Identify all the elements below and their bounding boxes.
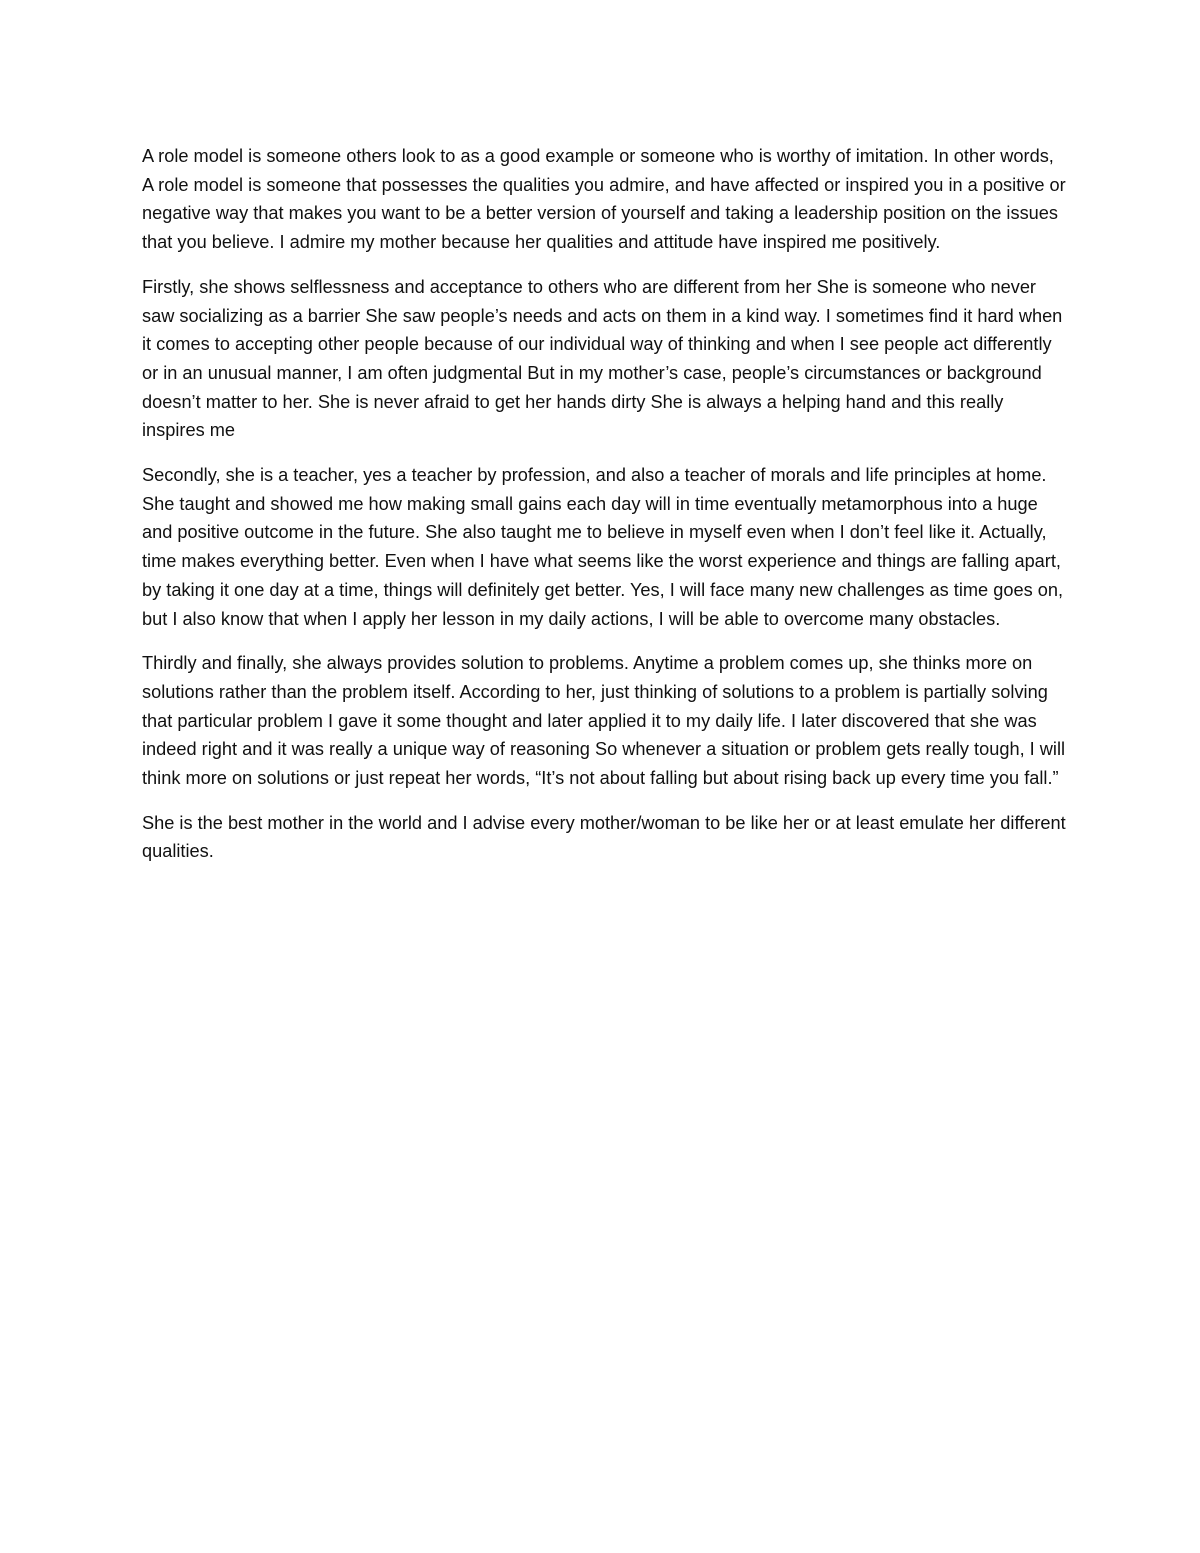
document-body <box>142 142 1067 882</box>
paragraph-firstly: Firstly, she shows selflessness and acceptance to others who are different from her She is someone who never saw socializing as a barrier She saw people’s needs and acts on them in a kind way. I sometimes find it hard when it comes to accepting other people because of our individual way of thinking and when I see people act differently or in an unusual manner, I am often judgmental But in my mother’s case, people’s circumstances or background doesn’t matter to her. She is never afraid to get her hands dirty She is always a helping hand and this really inspires me <box>142 276 1063 441</box>
paragraph-intro: A role model is someone others look to as a good example or someone who is worthy of imitation. In other words, A role model is someone that possesses the qualities you admire, and have affected or inspired you in a positive or negative way that makes you want to be a better version of yourself and taking a leadership position on the issues that you believe. I admire my mother because her qualities and attitude have inspired me positively. <box>142 146 1066 253</box>
paragraph-secondly: Secondly, she is a teacher, yes a teacher by profession, and also a teacher of morals and life principles at home. She taught and showed me how making small gains each day will in time eventually metamorphous into a huge and positive outcome in the future. She also taught me to believe in myself even when I don’t feel like it. Actually, time makes everything better. Even when I have what seems like the worst experience and things are falling apart, by taking it one day at a time, things will definitely get better. Yes, I will face many new challenges as time goes on, but I also know that when I apply her lesson in my daily actions, I will be able to overcome many obstacles. <box>142 465 1063 629</box>
paragraph-conclusion: She is the best mother in the world and I advise every mother/woman to be like her or at least emulate her different qualities. <box>142 812 1066 862</box>
paragraph-thirdly: Thirdly and finally, she always provides solution to problems. Anytime a problem comes up, she thinks more on solutions rather than the problem itself. According to her, just thinking of solutions to a problem is partially solving that particular problem I gave it some thought and later applied it to my daily life. I later discovered that she was indeed right and it was really a unique way of reasoning So whenever a situation or problem gets really tough, I will think more on solutions or just repeat her words, “It’s not about falling but about rising back up every time you fall.” <box>142 653 1066 789</box>
